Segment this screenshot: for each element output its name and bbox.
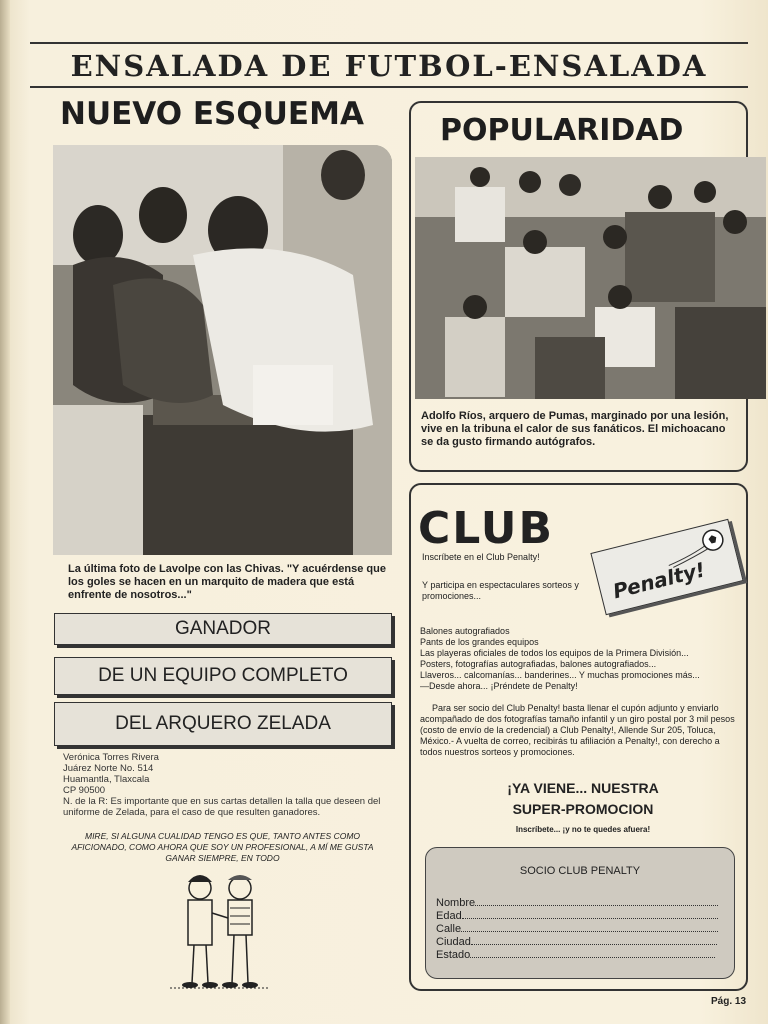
coupon-field-ciudad[interactable] — [436, 935, 717, 949]
promo-line-2: SUPER-PROMOCION — [512, 801, 654, 817]
coupon-field-nombre[interactable] — [436, 896, 718, 910]
lavolpe-photo — [53, 145, 392, 555]
ball-icon — [662, 526, 727, 570]
winner-city: Huamantla, Tlaxcala — [63, 774, 150, 785]
club-list-item-6: —Desde ahora... ¡Préndete de Penalty! — [420, 681, 578, 691]
award-equipo-completo: DE UN EQUIPO COMPLETO — [54, 657, 392, 695]
coupon-field-estado[interactable] — [436, 948, 715, 962]
coupon-title: SOCIO CLUB PENALTY — [519, 865, 641, 877]
rios-caption: Adolfo Ríos, arquero de Pumas, marginado por una lesión, vive en la tribuna el calor de sus fanáticos. El michoacano se da gusto firmando autógrafos. — [421, 410, 729, 448]
coupon-field-edad[interactable] — [436, 909, 718, 923]
winner-cp: CP 90500 — [63, 785, 106, 796]
club-list-item-5: Llaveros... calcomanías... banderines... Y muchas promociones más... — [420, 670, 700, 680]
rios-fans-photo — [415, 157, 766, 399]
membership-coupon[interactable] — [425, 847, 735, 979]
coupon-line-nombre[interactable] — [475, 896, 718, 906]
coupon-label-ciudad: Ciudad — [436, 936, 471, 948]
winner-name: Verónica Torres Rivera — [63, 752, 159, 763]
section-banner: ENSALADA DE FUTBOL-ENSALADA — [70, 49, 708, 83]
award-ganador: GANADOR — [54, 613, 392, 645]
banner-bottom-rule — [30, 86, 748, 88]
page-spine — [0, 0, 10, 1024]
coupon-line-ciudad[interactable] — [471, 935, 717, 945]
coupon-label-nombre: Nombre — [436, 897, 476, 909]
promo-line-1: ¡YA VIENE... NUESTRA — [507, 780, 659, 796]
headline-nuevo-esquema: NUEVO ESQUEMA — [60, 96, 364, 132]
top-rule — [30, 42, 748, 44]
club-list-item-3: Las playeras oficiales de todos los equipos de la Primera División... — [420, 648, 689, 658]
page-number: Pág. 13 — [711, 996, 747, 1007]
headline-popularidad: POPULARIDAD — [440, 113, 684, 148]
coupon-label-estado: Estado — [436, 949, 471, 961]
award-arquero-zelada: DEL ARQUERO ZELADA — [54, 702, 392, 746]
penalty-logo-text: Penalty! — [610, 557, 708, 604]
coupon-line-estado[interactable] — [470, 948, 715, 958]
coupon-field-calle[interactable] — [436, 922, 718, 936]
lavolpe-caption: La última foto de Lavolpe con las Chivas. "Y acuérdense que los goles se hacen en un marquito de madera que está enfrente de nosotros..." — [68, 563, 386, 601]
club-list-item-4: Posters, fotografías autografiadas, balones autografiados... — [420, 659, 657, 669]
coupon-line-edad[interactable] — [462, 909, 718, 919]
club-intro-2: Y participa en espectaculares sorteos y promociones... — [422, 580, 579, 601]
coupon-line-calle[interactable] — [461, 922, 718, 932]
club-body: Para ser socio del Club Penalty! basta llenar el cupón adjunto y enviarlo acompañado de dos fotografías tamaño infantil y un giro postal por 3 mil pesos (costo de envío de la credencial) a Club Penalty!, Allende Sur 205, Toluca, México.- A vuelta de correo, recibirás tu afiliación a Penalty!, con derecho a todos nuestros sorteos y promociones. — [420, 703, 735, 757]
coupon-label-edad: Edad — [436, 910, 462, 922]
club-list-item-1: Balones autografiados — [420, 626, 510, 636]
promo-line-3: Inscríbete... ¡y no te quedes afuera! — [515, 825, 651, 834]
cartoon-speech: MIRE, SI ALGUNA CUALIDAD TENGO ES QUE, TANTO ANTES COMO AFICIONADO, COMO AHORA QUE SOY UN PROFESIONAL, A MÍ ME GUSTA GANAR SIEMPRE, EN TODO — [71, 831, 374, 863]
club-list-item-2: Pants de los grandes equipos — [420, 637, 539, 647]
editor-note: N. de la R: Es importante que en sus cartas detallen la talla que deseen del uniforme de Zelada, para el caso de que resulten ganadores. — [63, 796, 381, 818]
coupon-label-calle: Calle — [436, 923, 462, 935]
club-title: CLUB — [418, 503, 555, 554]
club-intro-1: Inscríbete en el Club Penalty! — [422, 552, 540, 562]
cartoon-illustration — [170, 868, 270, 990]
winner-street: Juárez Norte No. 514 — [63, 763, 154, 774]
